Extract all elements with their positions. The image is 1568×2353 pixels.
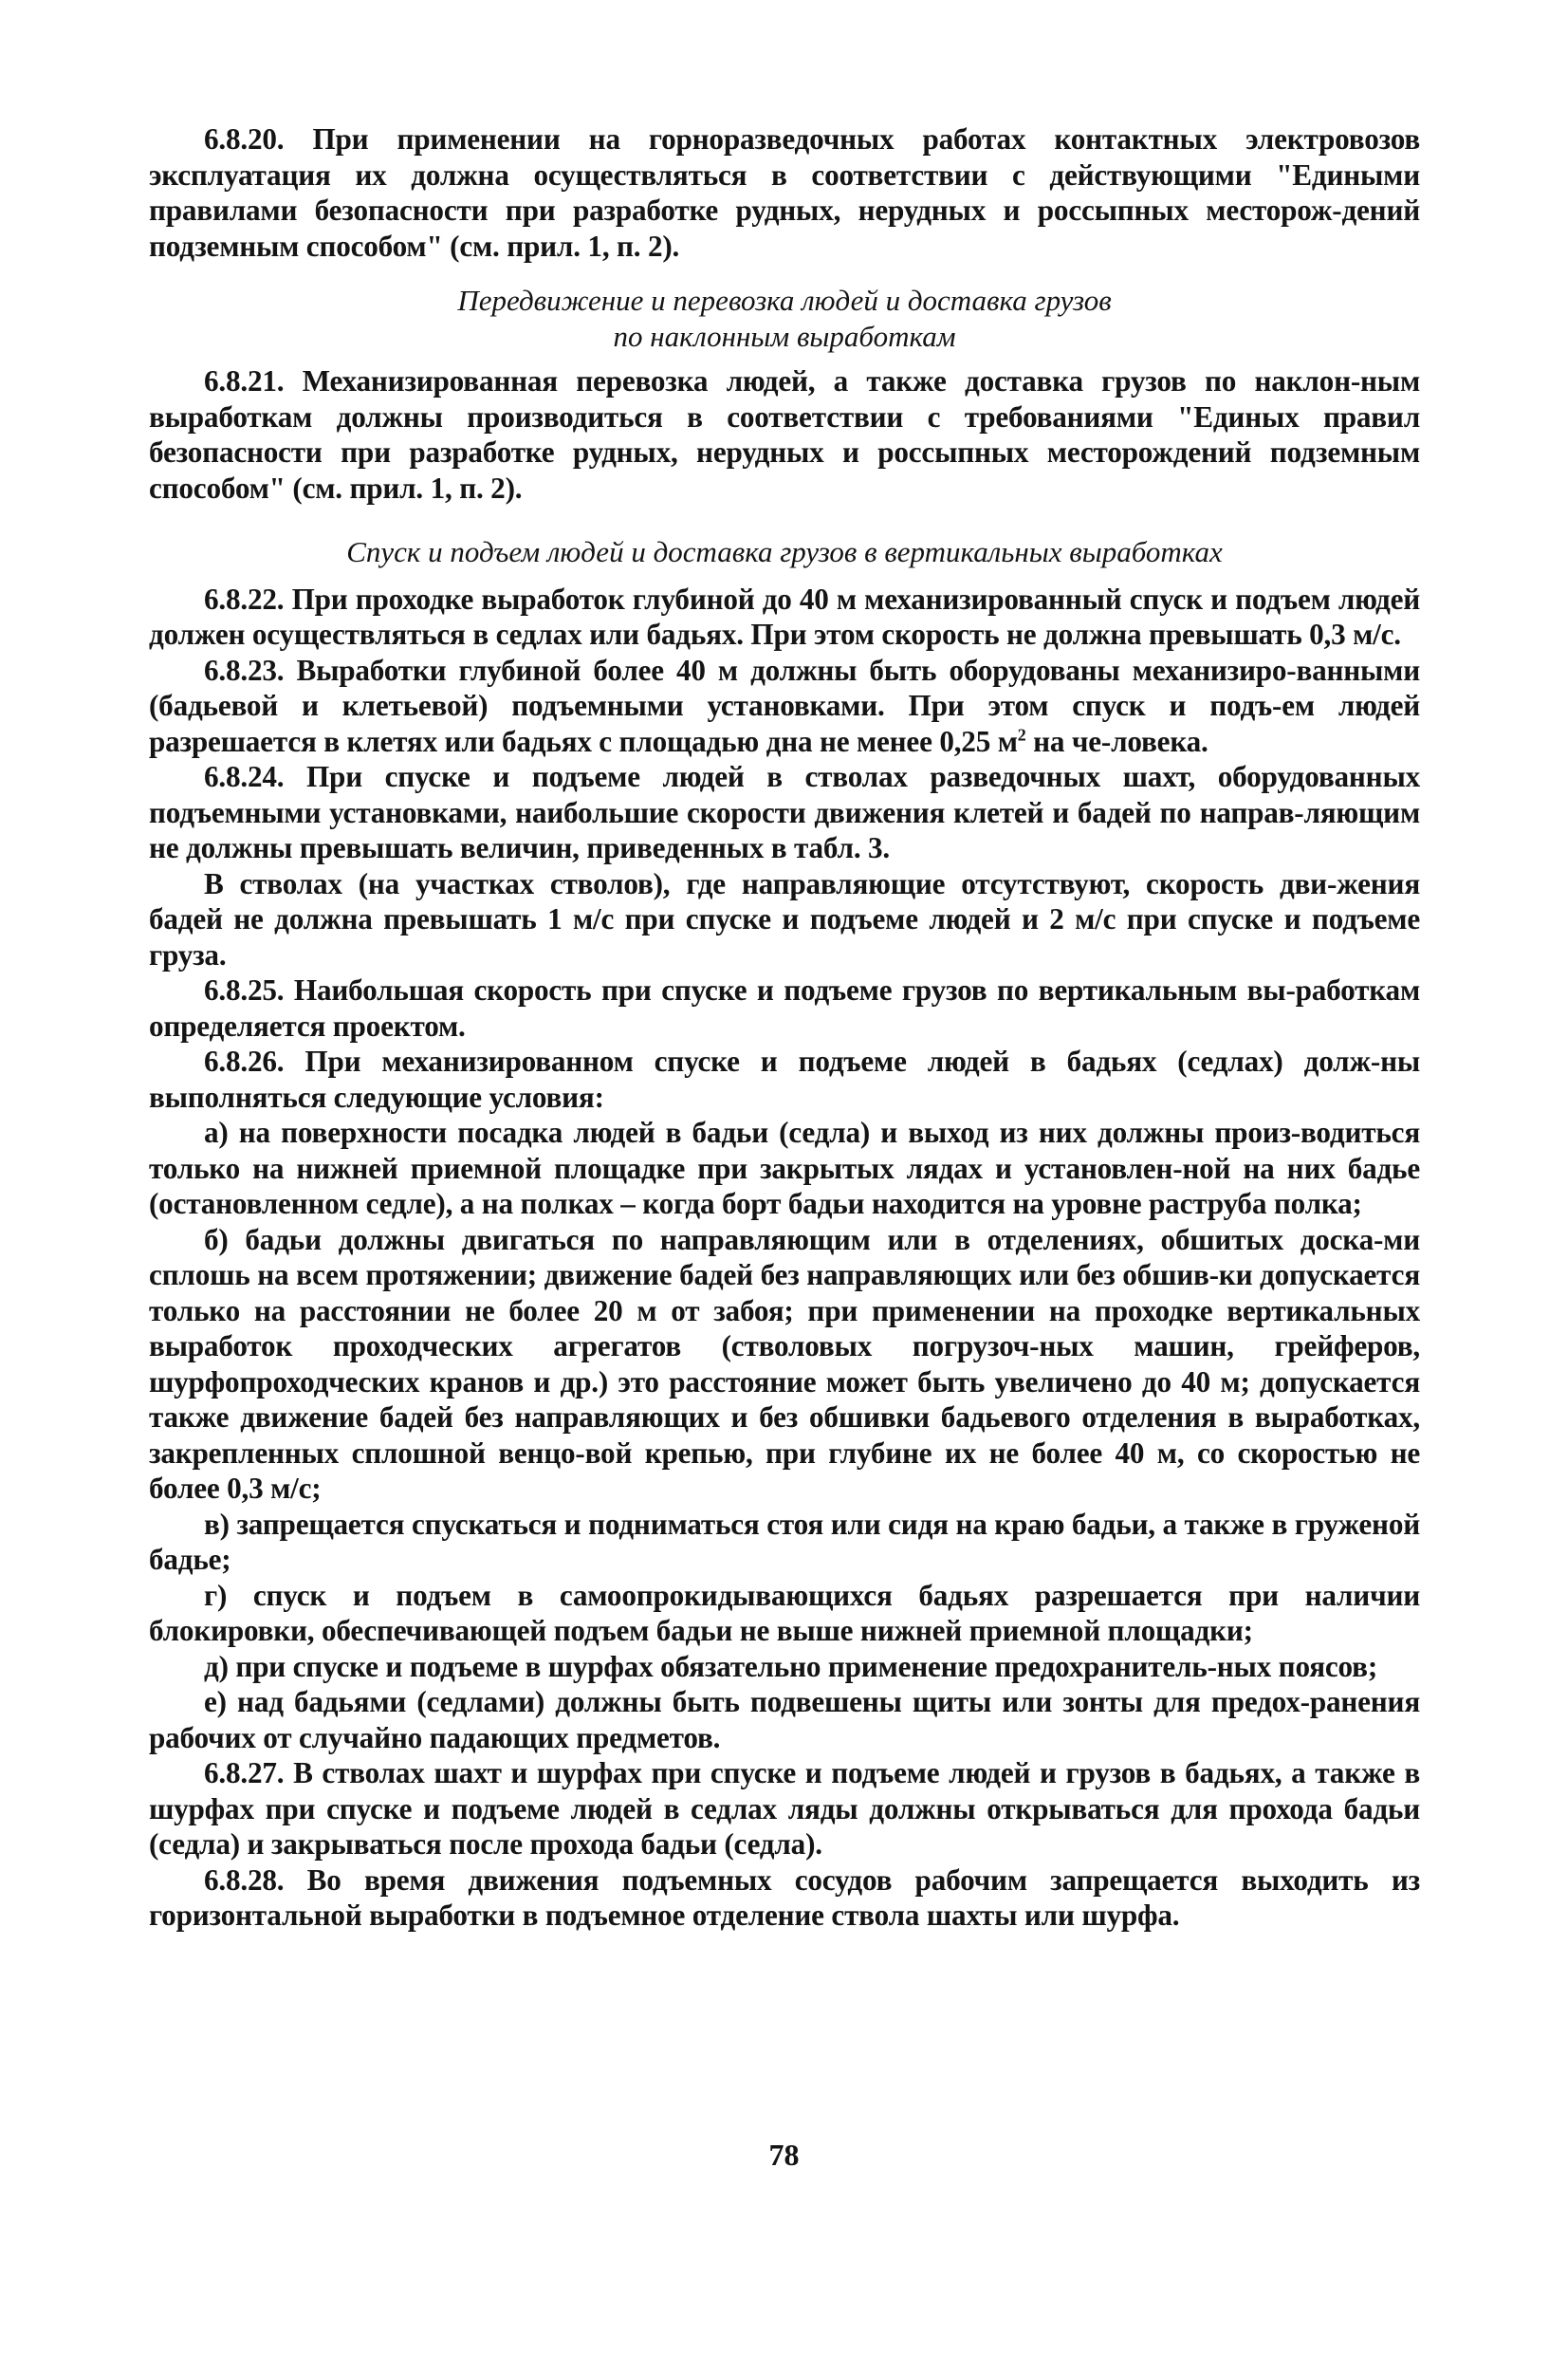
list-item-d: д) при спуске и подъеме в шурфах обязательно применение предохранитель-ных поясов; [204,1649,1378,1683]
page-body [149,121,1420,1934]
paragraph-6-8-20: 6.8.20. При применении на горноразведочных работах контактных электровозов эксплуатация их должна осуществляться в соответствии с действующими "Едиными правилами безопасности при разработке рудных, нерудных и россыпных месторож-дений подземным способом" (см. прил. 1, п. 2). [149,122,1420,263]
list-item-e: е) над бадьями (седлами) должны быть подвешены щиты или зонты для предох-ранения рабочих от случайно падающих предметов. [149,1685,1420,1754]
list-item-g: г) спуск и подъем в самоопрокидывающихся бадьях разрешается при наличии блокировки, обеспечивающей подъем бадьи не выше нижней приемной площадки; [149,1578,1420,1647]
list-item-b: б) бадьи должны двигаться по направляющим или в отделениях, обшитых доска-ми сплошь на всем протяжении; движение бадей без направляющих или без обшив-ки допускается только на расстоянии не более 20 м от забоя; при применении на проходке вертикальных выработок проходческих агрегатов (стволовых погрузоч-ных машин, грейферов, шурфопроходческих кранов и др.) это расстояние может быть увеличено до 40 м; допускается также движение бадей без направляющих и без обшивки бадьевого отделения в выработках, закрепленных сплошной венцо-вой крепью, при глубине их не более 40 м, со скоростью не более 0,3 м/с; [149,1222,1420,1505]
paragraph-6-8-28: 6.8.28. Во время движения подъемных сосудов рабочим запрещается выходить из горизонтальной выработки в подъемное отделение ствола шахты или шурфа. [149,1862,1420,1932]
paragraph-6-8-27: 6.8.27. В стволах шахт и шурфах при спуске и подъеме людей и грузов в бадьях, а также в шурфах при спуске и подъеме людей в седлах ляды должны открываться для прохода бадьи (седла) и закрываться после прохода бадьи (седла). [149,1756,1420,1861]
section-heading-vertical: Спуск и подъем людей и доставка грузов в вертикальных выработках [346,535,1223,568]
section-heading-inclined-line1: Передвижение и перевозка людей и доставка грузов [457,284,1112,317]
paragraph-6-8-21: 6.8.21. Механизированная перевозка людей, а также доставка грузов по наклон-ным выработкам должны производиться в соответствии с требованиями "Единых правил безопасности при разработке рудных, нерудных и россыпных месторождений подземным способом" (см. прил. 1, п. 2). [149,364,1420,505]
section-heading-inclined-line2: по наклонным выработкам [613,319,956,353]
superscript-2: 2 [1017,725,1026,745]
paragraph-6-8-22: 6.8.22. При проходке выработок глубиной до 40 м механизированный спуск и подъем людей должен осуществляться в седлах или бадьях. При этом скорость не должна превышать 0,3 м/с. [149,582,1420,651]
list-item-v: в) запрещается спускаться и подниматься стоя или сидя на краю бадьи, а также в груженой бадье; [149,1507,1420,1576]
paragraph-6-8-23 [149,653,1420,760]
list-item-a: а) на поверхности посадка людей в бадьи (седла) и выход из них должны произ-водиться только на нижней приемной площадке при закрытых лядах и установлен-ной на них бадье (остановленном седле), а на полках – когда борт бадьи находится на уровне раструба полка; [149,1116,1420,1220]
paragraph-6-8-24-b: В стволах (на участках стволов), где направляющие отсутствуют, скорость дви-жения бадей не должна превышать 1 м/с при спуске и подъеме людей и 2 м/с при спуске и подъеме груза. [149,866,1420,972]
paragraph-6-8-23-text: 6.8.23. Выработки глубиной более 40 м должны быть оборудованы механизиро-ванными (бадьевой и клетьевой) подъемными установками. При этом спуск и подъ-ем людей разрешается в клетях или бадьях с площадью дна не менее 0,25 м [149,653,1420,758]
paragraph-6-8-25: 6.8.25. Наибольшая скорость при спуске и подъеме грузов по вертикальным вы-работкам определяется проектом. [149,973,1420,1043]
page-number: 78 [768,2138,800,2172]
paragraph-6-8-24: 6.8.24. При спуске и подъеме людей в стволах разведочных шахт, оборудованных подъемными установками, наибольшие скорости движения клетей и бадей по направ-ляющим не должны превышать величин, приведенных в табл. 3. [149,760,1420,864]
paragraph-6-8-26: 6.8.26. При механизированном спуске и подъеме людей в бадьях (седлах) долж-ны выполняться следующие условия: [149,1045,1420,1114]
paragraph-6-8-23-tail: на че-ловека. [1025,724,1208,758]
